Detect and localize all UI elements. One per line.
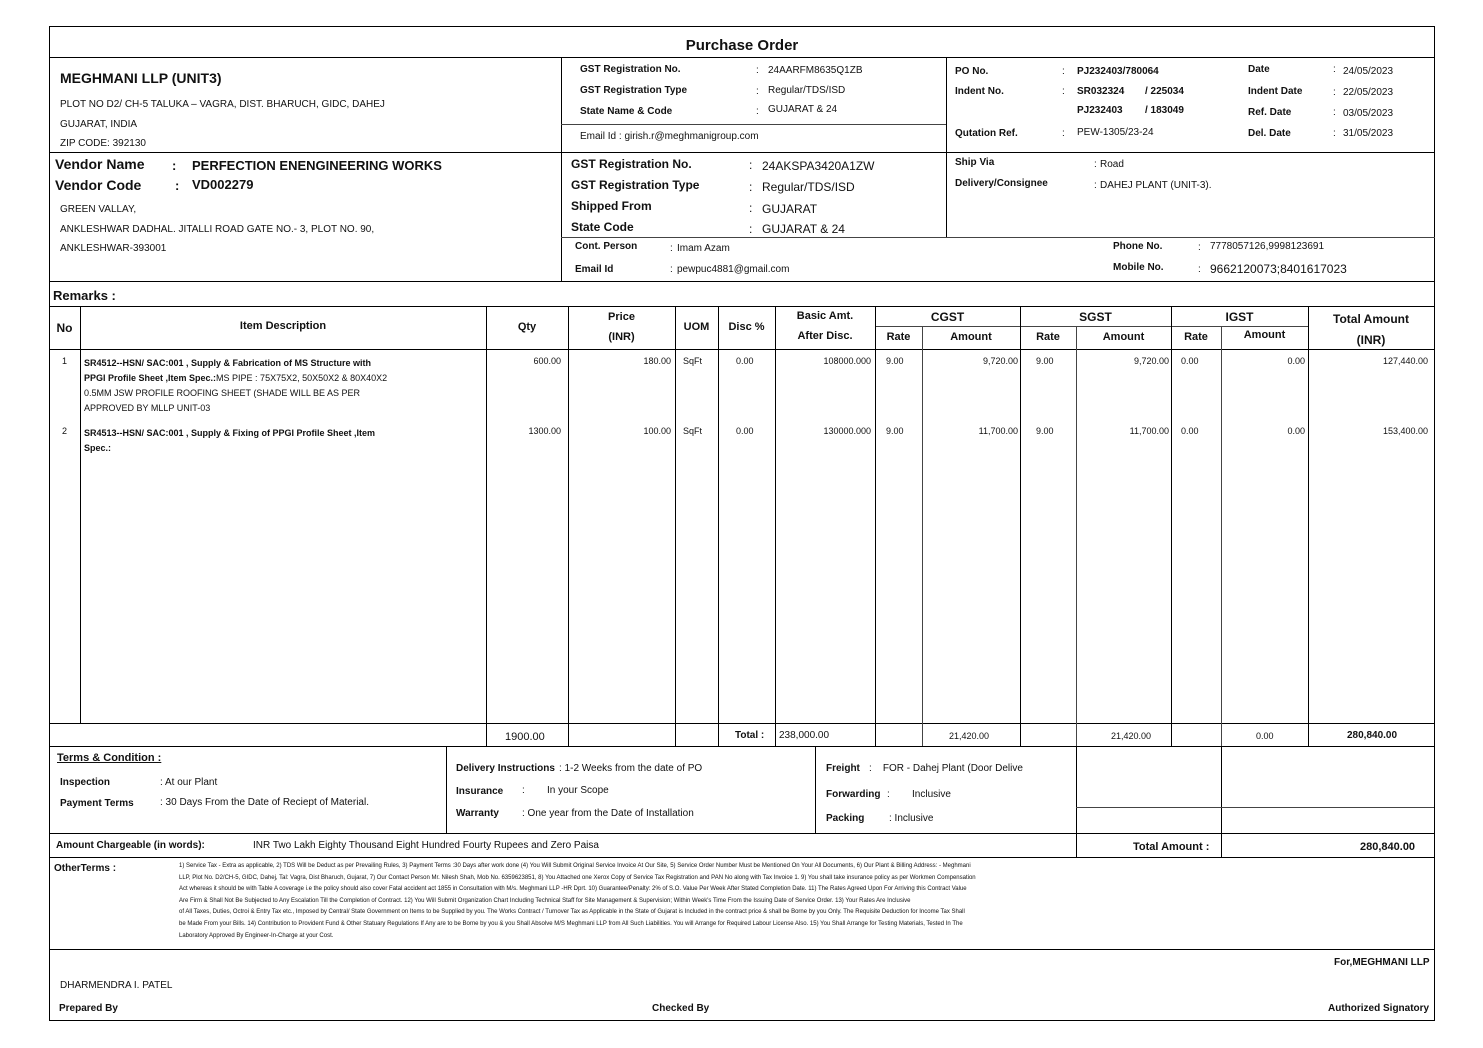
row-description-line1: SR4512--HSN/ SAC:001 , Supply & Fabrication of MS Structure with	[84, 358, 372, 368]
row-basic: 108000.000	[823, 356, 871, 366]
vendor-code: VD002279	[192, 177, 254, 192]
del-date-label: Del. Date	[1248, 128, 1291, 139]
company-state-label: State Name & Code	[580, 106, 673, 117]
other-terms-line: be Made From your Bills. 14) Contribution to Provident Fund & Other Statuary Regulations If Any are to be Borne by you & you Shall Absolve M/S Meghmani LLP from All Such Liabilities. You will Arrange for Required Labour License Also. 15) You Shall Arrange for Testing Materials, Tested In The	[179, 920, 963, 927]
packing-label: Packing	[826, 813, 865, 824]
vendor-email-label: Email Id	[575, 264, 614, 275]
row-sgst-amount: 11,700.00	[1129, 426, 1169, 436]
col-igst-rate: Rate	[1184, 331, 1208, 343]
row-price: 180.00	[643, 356, 671, 366]
indent-no-label: Indent No.	[955, 86, 1004, 97]
total-igst: 0.00	[1256, 731, 1274, 741]
col-qty: Qty	[517, 321, 537, 333]
company-address-line1: PLOT NO D2/ CH-5 TALUKA – VAGRA, DIST. BHARUCH, GIDC, DAHEJ	[60, 99, 385, 110]
indent-no-1-suffix: / 225034	[1145, 86, 1184, 97]
col-basic-after-disc: After Disc.	[797, 330, 853, 342]
row-description-line4: APPROVED BY MLLP UNIT-03	[84, 403, 211, 413]
warranty-label: Warranty	[456, 808, 499, 819]
del-date: 31/05/2023	[1343, 128, 1394, 139]
total-cgst: 21,420.00	[949, 731, 990, 741]
row-no: 2	[61, 426, 67, 436]
col-cgst-amount: Amount	[950, 331, 992, 343]
other-terms-label: OtherTerms :	[54, 863, 117, 874]
ref-date-label: Ref. Date	[1248, 107, 1292, 118]
row-description	[84, 426, 375, 456]
other-terms-line: Act whereas it should be with Table A coverage i.e the policy should also cover Fatal accident act 1855 in Consultation with M/s. Meghmani LLP -HR Dprt. 10) Guarantee/Penalty: 2% of S.O. Value Per Week After Stated Completion Date. 11) The Rates Agreed Upon For Arriving this Contract Value	[179, 886, 967, 893]
other-terms-line: Laboratory Approved By Engineer-In-Charge at your Cost.	[179, 932, 334, 939]
po-date: 24/05/2023	[1343, 66, 1394, 77]
forwarding-label: Forwarding	[826, 789, 881, 800]
consignee-label: Delivery/Consignee	[955, 178, 1048, 189]
phone: 7778057126,9998123691	[1210, 241, 1325, 252]
col-uom: UOM	[683, 321, 710, 333]
packing: : Inclusive	[889, 813, 934, 824]
total-qty: 1900.00	[505, 731, 545, 743]
phone-label: Phone No.	[1113, 241, 1163, 252]
indent-date: 22/05/2023	[1343, 87, 1394, 98]
other-terms-line: of All Taxes, Duties, Octroi & Entry Tax etc., Imposed by Central/ State Government on Items to be Supplied by you. The Works Contract / Turnover Tax as Applicable in the State of Gujarat is Included in the contract price & shall be Borne by you Only. The Requisite Deduction for Income Tax Shall	[179, 909, 965, 916]
ship-via-label: Ship Via	[955, 157, 995, 168]
row-qty: 1300.00	[528, 426, 561, 436]
company-gst-no: 24AARFM8635Q1ZB	[768, 65, 863, 76]
consignee: DAHEJ PLANT (UNIT-3).	[1100, 180, 1212, 191]
payment-terms-label: Payment Terms	[60, 798, 134, 809]
vendor-address-line3: ANKLESHWAR-393001	[60, 243, 167, 254]
payment-terms: : 30 Days From the Date of Reciept of Material.	[160, 797, 369, 808]
inspection-label: Inspection	[60, 777, 111, 788]
other-terms-line: 1) Service Tax - Extra as applicable, 2) TDS Will be Deduct as per Prevailing Rules, 3) Payment Terms :30 Days after work done (4) You Will Submit Original Service Invoice At Our Site, 5) Service Order Number Must be Mentioned On Your All Documents, 6) Our Plant & Billing Address: - Meghmani	[179, 863, 971, 869]
warranty: : One year from the Date of Installation	[522, 808, 694, 819]
col-sgst: SGST	[1079, 310, 1112, 324]
mobile-label: Mobile No.	[1113, 262, 1164, 273]
total-sgst: 21,420.00	[1111, 731, 1152, 741]
col-cgst-rate: Rate	[886, 331, 911, 343]
vendor-gst-no: 24AKSPA3420A1ZW	[762, 159, 875, 173]
other-terms-line: LLP, Plot No. D2/CH-5, GIDC, Dahej, Tal: Vagra, Dist Bharuch, Gujarat, 7) Our Contact Person Mr. Nilesh Shah, Mob No. 6359623851, 8) You Attached one Xerox Copy of Service Tax Registration and PAN No along with Tax Invoice 1. 9) You shall take insurance policy as per Workmen Compensation	[179, 874, 976, 881]
col-price-unit: (INR)	[608, 331, 635, 343]
quotation-label: Qutation Ref.	[955, 128, 1018, 139]
insurance-label: Insurance	[456, 786, 504, 797]
state-code-label: State Code	[571, 220, 634, 234]
amount-words-label: Amount Chargeable (in words):	[56, 840, 205, 851]
row-basic: 130000.000	[823, 426, 871, 436]
row-sgst-rate: 9.00	[1036, 426, 1054, 436]
po-no-label: PO No.	[955, 66, 989, 77]
for-company: For,MEGHMANI LLP	[1334, 957, 1430, 968]
row-igst-amount: 0.00	[1287, 426, 1305, 436]
indent-date-label: Indent Date	[1248, 86, 1303, 97]
company-gst-no-label: GST Registration No.	[580, 64, 681, 75]
row-cgst-rate: 9.00	[886, 426, 904, 436]
total-amount: 280,840.00	[1347, 730, 1398, 741]
date-label: Date	[1248, 64, 1270, 75]
delivery-label: Delivery Instructions	[456, 763, 555, 774]
shipped-from: GUJARAT	[762, 202, 818, 216]
forwarding: : Inclusive	[887, 789, 951, 800]
row-uom: SqFt	[683, 426, 703, 436]
indent-no-2: PJ232403	[1077, 105, 1123, 116]
col-description: Item Description	[239, 320, 327, 332]
vendor-gst-type-label: GST Registration Type	[571, 178, 700, 192]
company-zip: ZIP CODE: 392130	[60, 138, 146, 149]
shipped-from-label: Shipped From	[571, 199, 652, 213]
mobile: 9662120073;8401617023	[1210, 262, 1347, 276]
vendor-name-label: Vendor Name	[55, 156, 145, 172]
terms-title: Terms & Condition :	[57, 752, 162, 764]
delivery: : 1-2 Weeks from the date of PO	[559, 763, 703, 774]
row-total: 153,400.00	[1382, 426, 1428, 436]
remarks-label: Remarks :	[53, 288, 116, 303]
col-total: Total Amount	[1333, 312, 1409, 326]
freight-label: Freight	[826, 763, 860, 774]
company-address-line2: GUJARAT, INDIA	[60, 119, 138, 130]
ref-date: 03/05/2023	[1343, 108, 1394, 119]
col-igst-amount: Amount	[1243, 329, 1286, 341]
contact-person-label: Cont. Person	[575, 241, 638, 252]
checked-by-label: Checked By	[652, 1003, 710, 1014]
row-description-spec: MS PIPE : 75X75X2, 50X50X2 & 80X40X2	[216, 373, 388, 383]
row-cgst-amount: 9,720.00	[982, 356, 1018, 366]
grand-total: 280,840.00	[1360, 841, 1416, 853]
row-igst-amount: 0.00	[1287, 356, 1305, 366]
other-terms-line: Are Firm & Shall Not Be Subjected to Any Escalation Till the Completion of Contract. 12) You Will Submit Organization Chart Including Technical Staff for Site Management & Supervision; Within Week's Time From the Issuing Date of Service Order. 13) Your Rates Are Inclusive	[179, 897, 911, 904]
row-total: 127,440.00	[1382, 356, 1428, 366]
authorized-signatory-label: Authorized Signatory	[1328, 1003, 1430, 1014]
preparer-name: DHARMENDRA I. PATEL	[60, 980, 173, 991]
row-no: 1	[61, 356, 67, 366]
col-igst: IGST	[1225, 310, 1254, 324]
page-title: Purchase Order	[685, 37, 799, 54]
row-sgst-rate: 9.00	[1036, 356, 1054, 366]
row-disc: 0.00	[736, 356, 754, 366]
row-description-line3: 0.5MM JSW PROFILE ROOFING SHEET (SHADE WILL BE AS PER	[84, 388, 361, 398]
company-gst-type-label: GST Registration Type	[580, 85, 688, 96]
vendor-code-label: Vendor Code	[55, 177, 142, 193]
vendor-address-line2: ANKLESHWAR DADHAL. JITALLI ROAD GATE NO.- 3, PLOT NO. 90,	[60, 224, 375, 235]
row-sgst-amount: 9,720.00	[1133, 356, 1169, 366]
row-qty: 600.00	[533, 356, 561, 366]
row-description	[84, 356, 387, 416]
company-state: GUJARAT & 24	[768, 104, 838, 115]
row-description-spec-label: Spec.:	[84, 443, 112, 453]
vendor-email: pewpuc4881@gmail.com	[677, 264, 790, 275]
col-basic: Basic Amt.	[796, 310, 854, 322]
row-description-spec-label: PPGI Profile Sheet ,Item Spec.:	[84, 373, 217, 383]
row-price: 100.00	[643, 426, 671, 436]
inspection: : At our Plant	[160, 777, 218, 788]
state-code: GUJARAT & 24	[762, 222, 845, 236]
col-disc: Disc %	[728, 321, 765, 333]
contact-person: Imam Azam	[677, 243, 730, 254]
company-name: MEGHMANI LLP (UNIT3)	[60, 70, 222, 86]
vendor-gst-type: Regular/TDS/ISD	[762, 180, 855, 194]
row-igst-rate: 0.00	[1181, 356, 1199, 366]
row-igst-rate: 0.00	[1181, 426, 1199, 436]
indent-no-2-suffix: / 183049	[1145, 105, 1184, 116]
col-cgst: CGST	[930, 310, 965, 324]
amount-words: INR Two Lakh Eighty Thousand Eight Hundred Fourty Rupees and Zero Paisa	[253, 840, 599, 851]
prepared-by-label: Prepared By	[59, 1003, 118, 1014]
row-uom: SqFt	[683, 356, 703, 366]
total-basic: 238,000.00	[779, 730, 830, 741]
company-gst-type: Regular/TDS/ISD	[768, 85, 846, 96]
total-label: Total :	[735, 730, 765, 741]
total-amount-label: Total Amount :	[1133, 841, 1210, 853]
po-no: PJ232403/780064	[1077, 66, 1159, 77]
col-total-unit: (INR)	[1356, 333, 1386, 347]
company-email: Email Id : girish.r@meghmanigroup.com	[580, 131, 759, 142]
col-sgst-rate: Rate	[1036, 331, 1060, 343]
row-disc: 0.00	[736, 426, 754, 436]
insurance: : In your Scope	[522, 785, 609, 796]
vendor-gst-no-label: GST Registration No.	[571, 157, 692, 171]
other-terms-text	[179, 861, 976, 942]
col-no: No	[56, 321, 73, 335]
ship-via: Road	[1100, 159, 1124, 170]
vendor-name: PERFECTION ENENGINEERING WORKS	[192, 158, 442, 173]
row-cgst-amount: 11,700.00	[978, 426, 1018, 436]
row-description-line1: SR4513--HSN/ SAC:001 , Supply & Fixing of PPGI Profile Sheet ,Item	[84, 428, 376, 438]
indent-no-1: SR032324	[1077, 86, 1125, 97]
col-price: Price	[608, 311, 635, 323]
quotation-ref: PEW-1305/23-24	[1077, 127, 1154, 138]
row-cgst-rate: 9.00	[886, 356, 904, 366]
col-sgst-amount: Amount	[1102, 331, 1145, 343]
freight: : FOR - Dahej Plant (Door Delive	[869, 763, 1023, 774]
vendor-address-line1: GREEN VALLAY,	[60, 204, 137, 215]
